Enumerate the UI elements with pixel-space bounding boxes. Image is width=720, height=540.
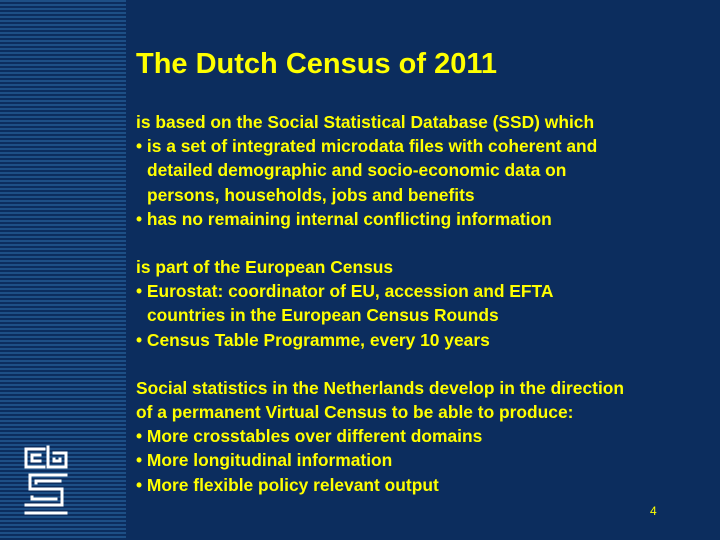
crosstables-bullet: • More crosstables over different domains: [136, 426, 483, 447]
european-census-section: [136, 255, 706, 352]
ssd-intro: is based on the Social Statistical Database (SSD) which: [136, 112, 595, 132]
flexible-output-bullet: • More flexible policy relevant output: [136, 474, 439, 495]
ssd-bullet-microdata-cont1: detailed demographic and socio-economic data on: [147, 160, 567, 181]
eurostat-bullet: • Eurostat: coordinator of EU, accession and EFTA: [136, 281, 554, 302]
virtual-census-intro-2: of a permanent Virtual Census to be able to produce:: [136, 402, 574, 423]
ssd-section: [136, 110, 706, 231]
census-table-bullet: • Census Table Programme, every 10 years: [136, 329, 490, 350]
ssd-bullet-microdata: • is a set of integrated microdata files with coherent and: [136, 136, 598, 157]
slide-body: [136, 110, 706, 497]
slide-title: The Dutch Census of 2011: [136, 48, 497, 80]
ssd-bullet-no-conflicts: • has no remaining internal conflicting information: [136, 208, 552, 229]
virtual-census-section: [136, 376, 706, 497]
page-number: 4: [650, 504, 657, 518]
virtual-census-intro-1: Social statistics in the Netherlands develop in the direction: [136, 377, 625, 398]
european-census-intro: is part of the European Census: [136, 257, 394, 278]
cbs-logo-icon: [22, 445, 70, 521]
ssd-bullet-microdata-cont2: persons, households, jobs and benefits: [147, 184, 475, 205]
eurostat-bullet-cont: countries in the European Census Rounds: [147, 305, 499, 326]
longitudinal-bullet: • More longitudinal information: [136, 450, 393, 471]
